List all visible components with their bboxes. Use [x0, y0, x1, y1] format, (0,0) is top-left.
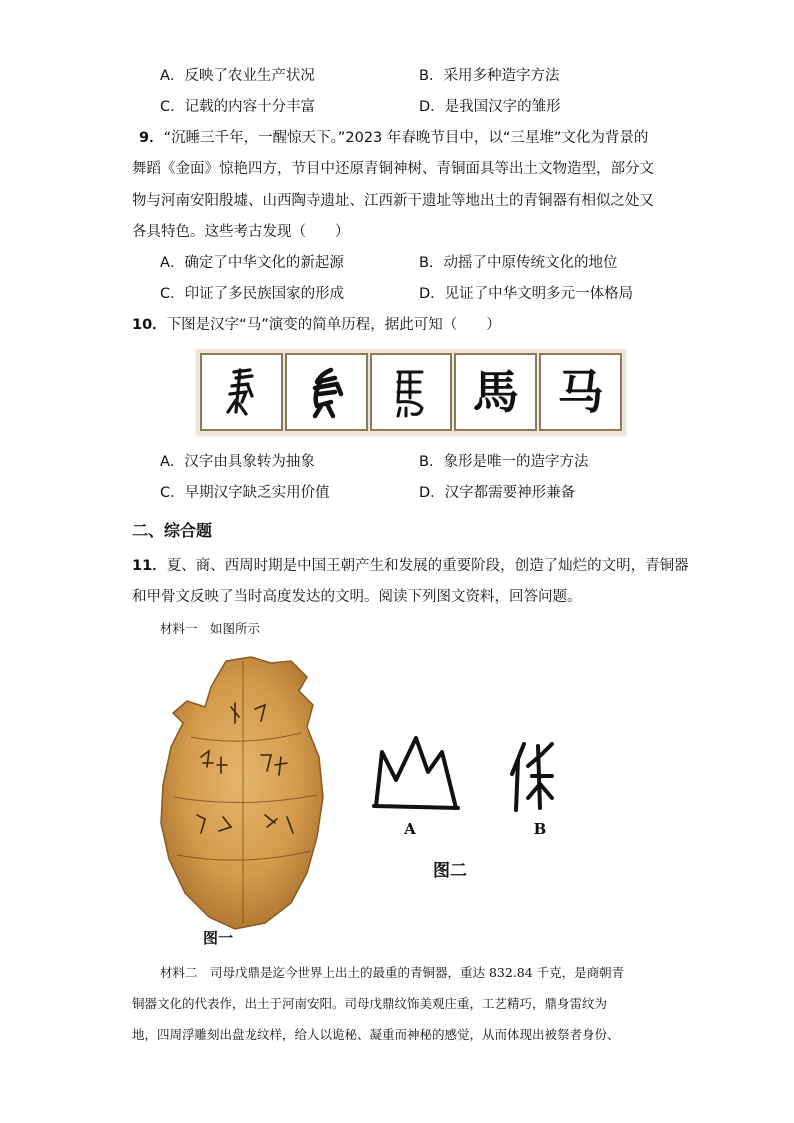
q8-option-b: B．采用多种造字方法 [419, 68, 560, 84]
horse-simplified-glyph [539, 353, 622, 431]
q10-option-a: A．汉字由具象转为抽象 [160, 454, 315, 470]
figure-2-caption: 图二 [433, 861, 467, 881]
q9-line-4: 各具特色。这些考古发现（ ） [132, 224, 350, 240]
horse-bronze-icon [291, 362, 361, 422]
q8-option-d: D．是我国汉字的雏形 [419, 99, 561, 115]
figure-1-oracle-bone [131, 647, 355, 947]
material-2-line-3: 地，四周浮雕刻出盘龙纹样，给人以诡秘、凝重而神秘的感觉，从而体现出被祭者身份、 [132, 1027, 620, 1042]
q11-line-1 [132, 556, 689, 576]
q10-option-b: B．象形是唯一的造字方法 [419, 454, 589, 470]
horse-seal-icon [376, 362, 446, 422]
horse-seal-glyph [370, 353, 453, 431]
horse-traditional-glyph [454, 353, 537, 431]
material-2-line-2: 铜器文化的代表作，出土于河南安阳。司母戊鼎纹饰美观庄重，工艺精巧，鼎身雷纹为 [132, 996, 608, 1011]
q9-number: 9． [139, 130, 164, 146]
q9-option-d: D．见证了中华文明多元一体格局 [419, 286, 634, 302]
q10-option-d: D．汉字都需要神形兼备 [419, 485, 576, 501]
q9-option-a: A．确定了中华文化的新起源 [160, 255, 344, 271]
figure-2-image [362, 724, 582, 884]
q9-line-2: 舞蹈《金面》惊艳四方，节目中还原青铜神树、青铜面具等出土文物造型，部分文 [132, 161, 654, 177]
horse-traditional-char: 馬 [472, 365, 519, 419]
q11-line-2: 和甲骨文反映了当时高度发达的文明。阅读下列图文资料，回答问题。 [132, 589, 582, 605]
q11-stem-1: 夏、商、西周时期是中国王朝产生和发展的重要阶段，创造了灿烂的文明，青铜器 [166, 558, 689, 574]
horse-simplified-char: 马 [557, 365, 604, 419]
section-title: 二、综合题 [132, 521, 213, 540]
q10-line [132, 315, 501, 335]
figure-2-glyphs [362, 724, 582, 884]
horse-bronze-glyph [285, 353, 368, 431]
q10-option-c: C．早期汉字缺乏实用价值 [160, 485, 330, 501]
q9-option-b: B．动摇了中原传统文化的地位 [419, 255, 618, 271]
material-1-label: 材料一 如图所示 [160, 621, 261, 636]
oracle-bone-image [131, 647, 355, 947]
glyph-b-person-tree-icon [512, 744, 552, 810]
material-2-line-1: 材料二 司母戊鼎是迄今世界上出土的最重的青铜器，重达 832.84 千克，是商朝青 [160, 965, 625, 980]
q9-stem-1: “沉睡三千年，一醒惊天下。”2023 年春晚节目中，以“三星堆”文化为背景的 [163, 130, 649, 146]
q8-option-a: A．反映了农业生产状况 [160, 68, 315, 84]
q8-option-c: C．记载的内容十分丰富 [160, 99, 316, 115]
q9-line-1 [139, 128, 648, 148]
q10-number: 10． [132, 317, 167, 333]
q9-option-c: C．印证了多民族国家的形成 [160, 286, 345, 302]
horse-evolution-strip [196, 349, 626, 435]
horse-oracle-icon [206, 362, 276, 422]
q9-line-3: 物与河南安阳殷墟、山西陶寺遗址、江西新干遗址等地出土的青铜器有相似之处又 [132, 193, 654, 209]
q10-stem: 下图是汉字“马”演变的简单历程，据此可知（ ） [166, 317, 501, 333]
horse-oracle-bone-glyph [200, 353, 283, 431]
figure-2-label-a: A [404, 820, 416, 838]
q11-number: 11． [132, 558, 167, 574]
figure-2-label-b: B [533, 820, 547, 838]
figure-1-caption: 图一 [203, 929, 234, 947]
glyph-a-mountain-icon [374, 738, 458, 808]
